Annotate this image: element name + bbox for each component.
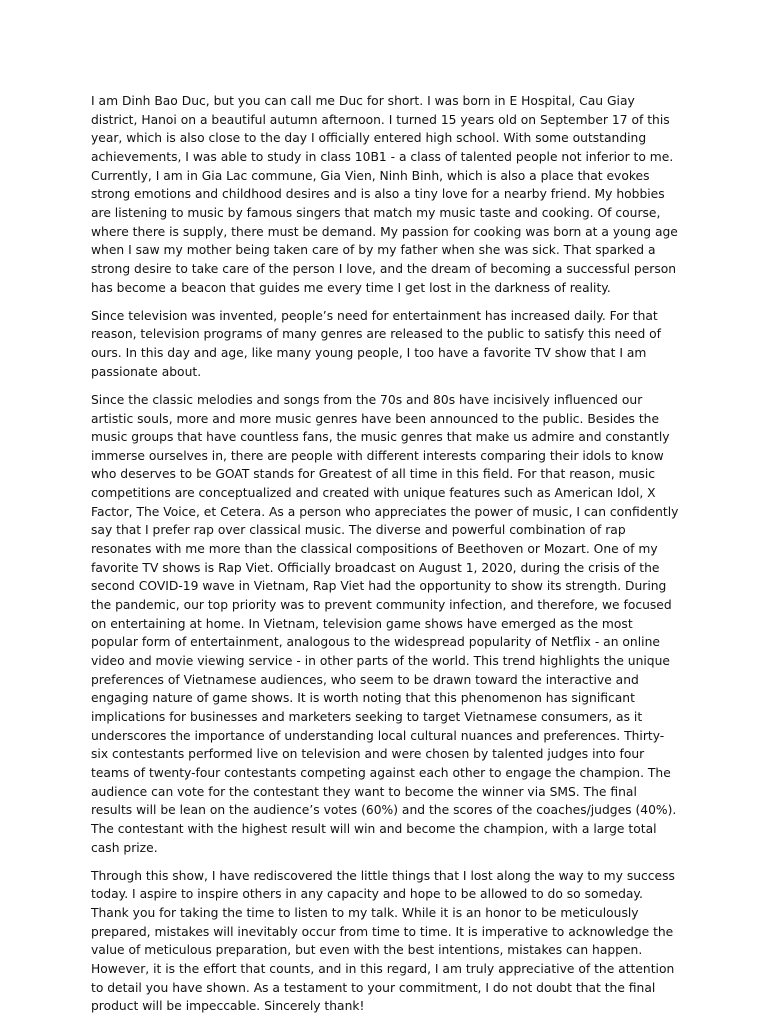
paragraph-rap-viet: Since the classic melodies and songs from the 70s and 80s have incisively influenced our artistic souls, more and more music genres have been announced to the public. Besides the music groups that have countless fans, the music genres that make us admire and constantly immerse ourselves in, there are people with different interests comparing their idols to know who deserves to be GOAT stands for Greatest of all time in this field. For that reason, music competitions are conceptualized and created with unique features such as American Idol, X Factor, The Voice, et Cetera. As a person who appreciates the power of music, I can confidently say that I prefer rap over classical music. The diverse and powerful combination of rap resonates with me more than the classical compositions of Beethoven or Mozart. One of my favorite TV shows is Rap Viet. Officially broadcast on August 1, 2020, during the crisis of the second COVID-19 wave in Vietnam, Rap Viet had the opportunity to show its strength. During the pandemic, our top priority was to prevent community infection, and therefore, we focused on entertaining at home. In Vietnam, television game shows have emerged as the most popular form of entertainment, analogous to the widespread popularity of Netflix - an online video and movie viewing service - in other parts of the world. This trend highlights the unique preferences of Vietnamese audiences, who seem to be drawn toward the interactive and engaging nature of game shows. It is worth noting that this phenomenon has significant implications for businesses and marketers seeking to target Vietnamese consumers, as it underscores the importance of understanding local cultural nuances and preferences. Thirty-six contestants performed live on television and were chosen by talented judges into four teams of twenty-four contestants competing against each other to engage the champion. The audience can vote for the contestant they want to become the winner via SMS. The final results will be lean on the audience’s votes (60%) and the scores of the coaches/judges (40%). The contestant with the highest result will win and become the champion, with a large total cash prize. [91,392,679,855]
paragraph-television: Since television was invented, people’s need for entertainment has increased daily. For that reason, television programs of many genres are released to the public to satisfy this need of ours. In this day and age, like many young people, I too have a favorite TV show that I am passionate about. [91,308,662,379]
paragraph-introduction: I am Dinh Bao Duc, but you can call me Duc for short. I was born in E Hospital, Cau Giay district, Hanoi on a beautiful autumn afternoon. I turned 15 years old on September 17 of this year, which is also close to the day I officially entered high school. With some outstanding achievements, I was able to study in class 10B1 - a class of talented people not inferior to me. Currently, I am in Gia Lac commune, Gia Vien, Ninh Binh, which is also a place that evokes strong emotions and childhood desires and is also a tiny love for a nearby friend. My hobbies are listening to music by famous singers that match my music taste and cooking. Of course, where there is supply, there must be demand. My passion for cooking was born at a young age when I saw my mother being taken care of by my father when she was sick. That sparked a strong desire to take care of the person I love, and the dream of becoming a successful person has become a beacon that guides me every time I get lost in the darkness of reality. [91,94,678,295]
document-page [91,92,681,1026]
paragraph-conclusion: Through this show, I have rediscovered the little things that I lost along the way to my success today. I aspire to inspire others in any capacity and hope to be allowed to do so someday. Thank you for taking the time to listen to my talk. While it is an honor to be meticulously prepared, mistakes will inevitably occur from time to time. It is imperative to acknowledge the value of meticulous preparation, but even with the best intentions, mistakes can happen. However, it is the effort that counts, and in this regard, I am truly appreciative of the attention to detail you have shown. As a testament to your commitment, I do not doubt that the final product will be impeccable. Sincerely thank! [91,868,675,1014]
